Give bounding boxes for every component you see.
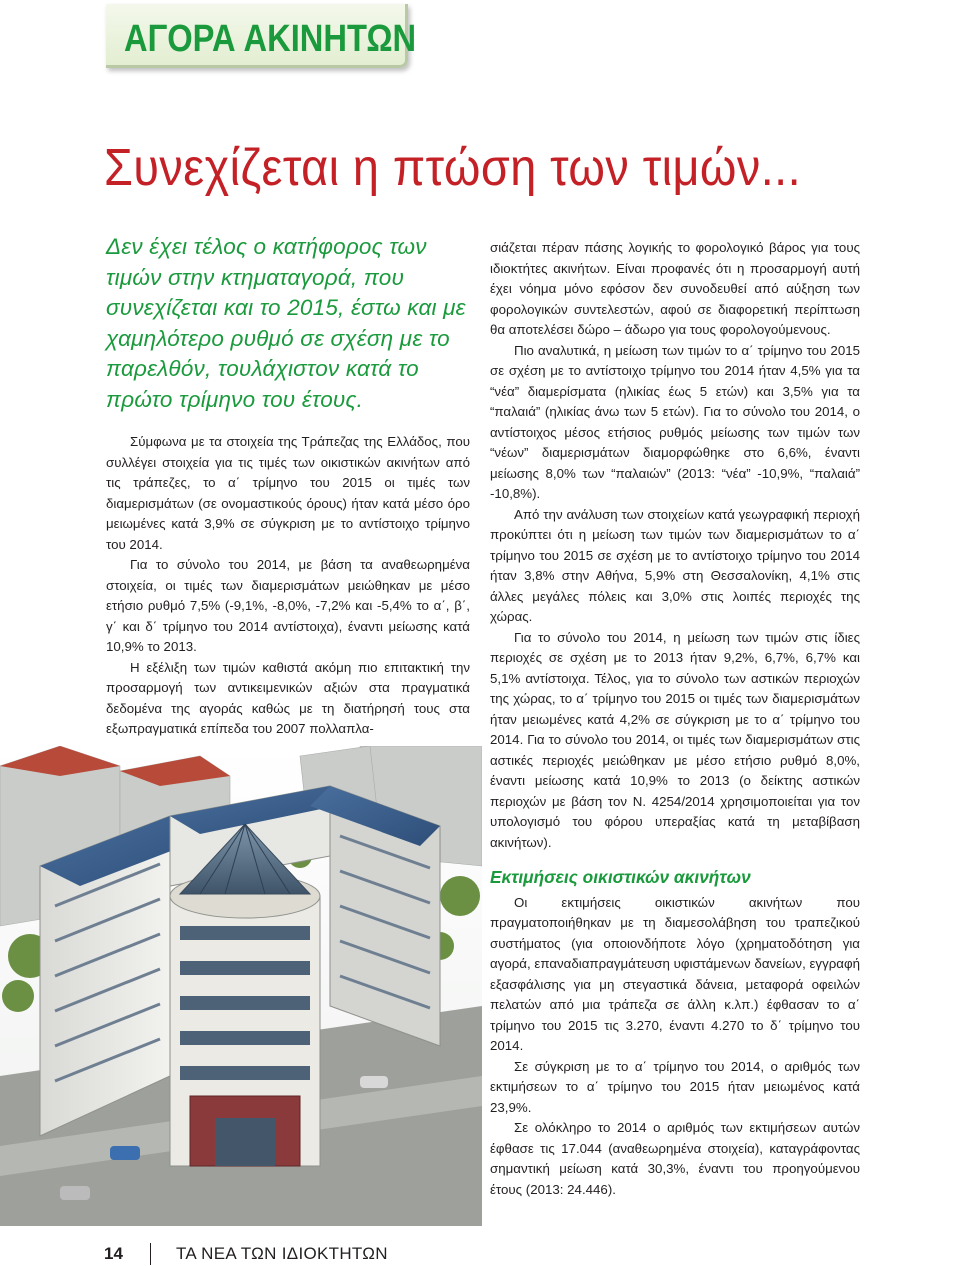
paragraph: Για το σύνολο του 2014, η μείωση των τιμών στις ίδιες περιοχές σε σχέση με το 2013 ήταν 9,2%, 6,7%, 6,7% και 5,1% αντίστοιχα. Τέλος, για το σύνολο των αστικών περιοχών της χώρας, το α΄ τρίμηνο του 2015 οι τιμές των διαμερισμάτων ήταν μειωμένες κατά 4,2% σε σύγκριση με το α΄ τρίμηνο του 2014. Για το σύνολο του 2014, οι τιμές των διαμερισμάτων στις αστικές περιοχές μειώθηκαν με μέσο ετήσιο ρυθμό 8,0%, έναντι μείωσης κατά 10,9% το 2013 (ο δείκτης αστικών περιοχών με βάση τον Ν. 4254/2014 χρησιμοποιείται για τον υπολογισμό του φόρου υπεραξίας κατά τη μεταβίβαση ακινήτων). — [490, 629, 860, 850]
section-tab — [106, 4, 417, 68]
lead-paragraph: Δεν έχει τέλος ο κατήφορος των τιμών στην κτηματαγορά, που συνεχίζεται και το 2015, έστω και με χαμηλότερο ρυθμό σε σχέση με το παρελθόν, τουλάχιστον κατά το πρώτο τρίμηνο του έτους. — [106, 234, 466, 412]
paragraph: σιάζεται πέραν πάσης λογικής το φορολογικό βάρος για τους ιδιοκτήτες ακινήτων. Είναι προφανές ότι η προσαρμογή αυτή έχει νόημα μόνο εφόσον δεν συνοδευθεί από αύξηση των φορολογικών συντελεστών, αφού σε διαφορετική περίπτωση θα αποτελέσει δώρο – άδωρο για τους φορολογούμενους. — [490, 240, 860, 337]
building-photo — [0, 746, 482, 1226]
footer-divider — [150, 1243, 151, 1265]
section-label: ΑΓΟΡΑ ΑΚΙΝΗΤΩΝ — [124, 18, 417, 60]
headline: Συνεχίζεται η πτώση των τιμών... — [104, 139, 802, 197]
paragraph: Από την ανάλυση των στοιχείων κατά γεωγραφική περιοχή προκύπτει ότι η μείωση των τιμών των διαμερισμάτων το α΄ τρίμηνο του 2015 σε σχέση με το αντίστοιχο τρίμηνο του 2014 ήταν 3,8% στην Αθήνα, 5,9% στη Θεσσαλονίκη, 4,1% στις άλλες μεγάλες πόλεις και 3,0% στις λοιπές περιοχές της χώρας. — [490, 506, 860, 624]
right-column — [490, 238, 860, 1200]
paragraph: Οι εκτιμήσεις οικιστικών ακινήτων που πραγματοποιήθηκαν με τη διαμεσολάβηση του τραπεζικού συστήματος (για οποιονδήποτε λόγο (χρηματοδότηση για αγορά, επαναδιαπραγμάτευση υφιστάμενων δανείων, εγγραφή εξασφάλισης για μη στεγαστικά δάνεια, μεταφορά οφειλών πελατών από μια τράπεζα σε άλλη κ.λπ.) έφθασαν το α΄ τρίμηνο του 2015 τις 3.270, έναντι 4.270 το δ΄ τρίμηνο του 2014. — [490, 894, 860, 1053]
left-column — [106, 432, 470, 740]
paragraph: Η εξέλιξη των τιμών καθιστά ακόμη πιο επιτακτική την προσαρμογή των αντικειμενικών αξιών στα πραγματικά δεδομένα της αγοράς καθώς με τη διατήρησή τους στα εξωπραγματικά επίπεδα του 2007 πολλαπλα- — [106, 659, 470, 736]
paragraph: Πιο αναλυτικά, η μείωση των τιμών το α΄ τρίμηνο του 2015 σε σχέση με το αντίστοιχο τρίμηνο του 2014 ήταν 4,5% για τα “νέα” διαμερίσματα (ηλικίας έως 5 ετών) και 3,5% για τα “παλαιά” (ηλικίας άνω των 5 ετών). Για το σύνολο του 2014, ο αντίστοιχος μέσος ετήσιος ρυθμός μείωσης των τιμών των “νέων” διαμερισμάτων διαμορφώθηκε στο 6,6%, έναντι μείωσης 8,0% των “παλαιών” (2013: “νέα” -10,9%, “παλαιά” -10,8%). — [490, 342, 860, 501]
paragraph: Σύμφωνα με τα στοιχεία της Τράπεζας της Ελλάδος, που συλλέγει στοιχεία για τις τιμές των οικιστικών ακινήτων από τις τράπεζες, το α΄ τρίμηνο του 2015 οι τιμές των διαμερισμάτων (σε ονομαστικούς όρους) ήταν κατά μέσο όρο μειωμένες κατά 3,9% σε σύγκριση με το αντίστοιχο τρίμηνο του 2014. — [106, 434, 470, 552]
subheading: Εκτιμήσεις οικιστικών ακινήτων — [490, 867, 751, 887]
paragraph: Σε ολόκληρο το 2014 ο αριθμός των εκτιμήσεων αυτών έφθασε τις 17.044 (αναθεωρημένα στοιχεία), καταγράφοντας σημαντική μείωση κατά 30,3%, έναντι του προηγούμενου έτους (2013: 24.446). — [490, 1120, 860, 1197]
page-number: 14 — [104, 1244, 123, 1263]
paragraph: Για το σύνολο του 2014, με βάση τα αναθεωρημένα στοιχεία, οι τιμές των διαμερισμάτων μειώθηκαν με μέσο ετήσιο ρυθμό 7,5% (-9,1%, -8,0%, -7,2% και -5,4% το α΄, β΄, γ΄ και δ΄ τρίμηνο του 2014 αντίστοιχα), έναντι μείωσης κατά 10,9% το 2013. — [106, 557, 470, 654]
paragraph: Σε σύγκριση με το α΄ τρίμηνο του 2014, ο αριθμός των εκτιμήσεων το α΄ τρίμηνο του 2015 ήταν μειωμένος κατά 23,9%. — [490, 1058, 860, 1115]
magazine-name: ΤΑ ΝΕΑ ΤΩΝ ΙΔΙΟΚΤΗΤΩΝ — [176, 1244, 388, 1263]
